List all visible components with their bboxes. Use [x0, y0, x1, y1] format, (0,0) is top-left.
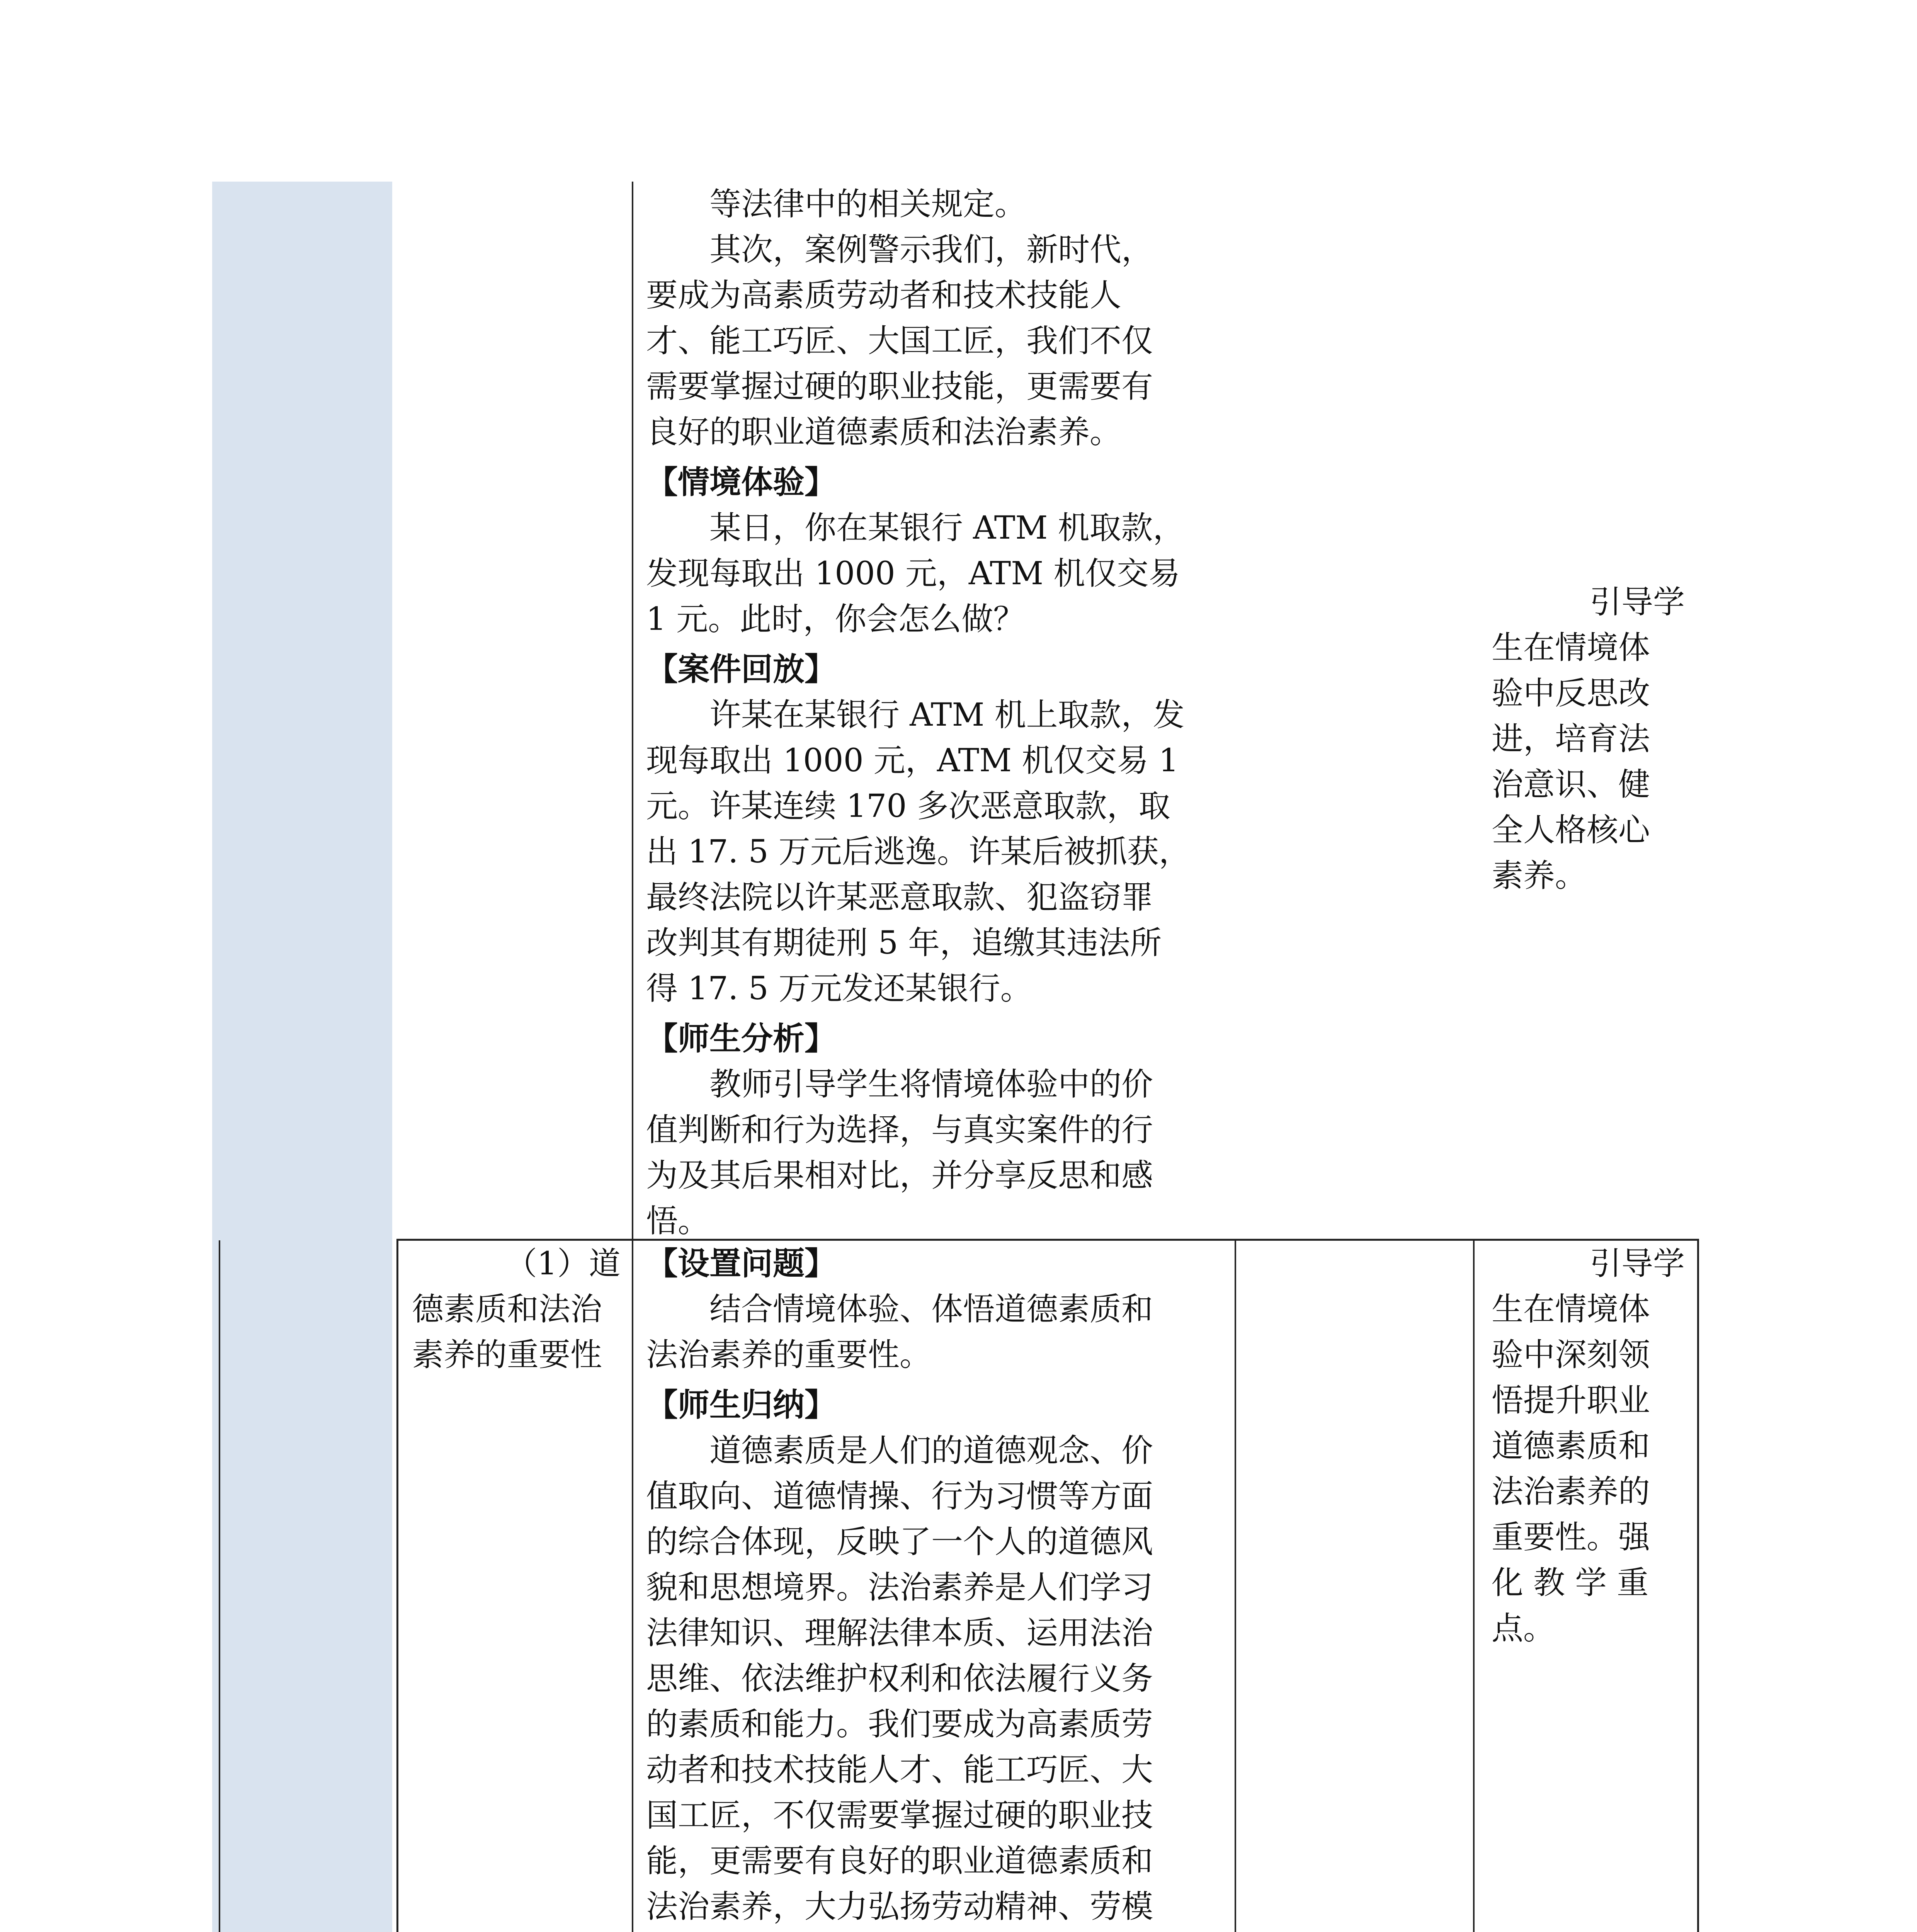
text-line: 最终法院以许某恶意取款、犯盗窃罪	[646, 879, 1153, 916]
text-line: 许某在某银行 ATM 机上取款，发	[709, 697, 1185, 733]
text-line: 验中深刻领	[1492, 1337, 1650, 1373]
text-line: 某日，你在某银行 ATM 机取款，	[709, 510, 1185, 546]
text-line: 生在情境体	[1492, 1291, 1650, 1328]
text-line: 等法律中的相关规定。	[709, 186, 1027, 223]
text-line: 值取向、道德情操、行为习惯等方面	[646, 1478, 1153, 1515]
text-line: 重要性。强	[1492, 1519, 1650, 1556]
text-line: 法治素养的	[1492, 1473, 1650, 1510]
text-line: 需要掌握过硬的职业技能，更需要有	[646, 368, 1153, 405]
topic-line: 德素质和法治	[412, 1291, 602, 1328]
text-line: 法治素养，大力弘扬劳动精神、劳模	[646, 1888, 1153, 1925]
text-line: 思维、依法维护权利和依法履行义务	[646, 1660, 1153, 1697]
continued-purpose-cell	[1492, 580, 1685, 899]
outer-left-border	[219, 1240, 220, 1932]
text-line: 点。	[1492, 1610, 1555, 1647]
text-line: 引导学	[1589, 584, 1685, 621]
text-line: 结合情境体验、体悟道德素质和	[709, 1291, 1153, 1328]
text-line: 改判其有期徒刑 5 年，追缴其违法所	[646, 925, 1162, 961]
text-line: 才、能工巧匠、大国工匠，我们不仅	[646, 323, 1153, 359]
text-line: 其次，案例警示我们，新时代，	[709, 231, 1153, 268]
outer-right-border	[1697, 1240, 1699, 1932]
text-line: 要成为高素质劳动者和技术技能人	[646, 277, 1122, 314]
section-title-summary: 【师生归纳】	[646, 1387, 837, 1423]
text-line: 为及其后果相对比，并分享反思和感	[646, 1157, 1153, 1194]
text-line: 元。许某连续 170 多次恶意取款，取	[646, 788, 1170, 825]
text-line: 值判断和行为选择，与真实案件的行	[646, 1112, 1153, 1148]
text-line: 的素质和能力。我们要成为高素质劳	[646, 1706, 1153, 1743]
text-line: 素养。	[1492, 857, 1587, 894]
text-line: 国工匠，不仅需要掌握过硬的职业技	[646, 1797, 1153, 1834]
text-line: 教师引导学生将情境体验中的价	[709, 1066, 1153, 1103]
text-line: 发现每取出 1000 元，ATM 机仅交易	[646, 555, 1180, 592]
row1-purpose-cell	[1492, 1241, 1685, 1651]
text-line: 悟提升职业	[1492, 1382, 1650, 1419]
text-line: 进，培育法	[1492, 721, 1650, 757]
topic-line: （1）道	[505, 1245, 621, 1282]
text-line: 化 教 学 重	[1492, 1565, 1649, 1601]
text-line: 道德素质是人们的道德观念、价	[709, 1432, 1153, 1469]
row1-content-cell	[646, 1241, 1226, 1932]
section-title-case: 【案件回放】	[646, 651, 837, 688]
text-line: 能，更需要有良好的职业道德素质和	[646, 1843, 1153, 1879]
shaded-column	[212, 182, 392, 1932]
student-column-right-border	[1473, 1240, 1475, 1932]
text-line: 验中反思改	[1492, 675, 1650, 712]
topic-line: 素养的重要性	[412, 1337, 602, 1373]
text-line: 全人格核心	[1492, 812, 1650, 849]
section-title-analysis: 【师生分析】	[646, 1020, 837, 1057]
text-line	[646, 1930, 1226, 1932]
text-line: 良好的职业道德素质和法治素养。	[646, 414, 1122, 451]
section-title-setup: 【设置问题】	[646, 1245, 837, 1282]
text-line: 治意识、健	[1492, 766, 1650, 803]
text-line: 得 17. 5 万元发还某银行。	[646, 970, 1032, 1007]
text-line: 现每取出 1000 元，ATM 机仅交易 1	[646, 742, 1179, 779]
text-line: 法律知识、理解法律本质、运用法治	[646, 1615, 1153, 1651]
continued-content-cell	[646, 182, 1226, 1244]
topic-column-right-border	[632, 182, 633, 1932]
topic-column-left-border	[396, 1240, 398, 1932]
text-line: 动者和技术技能人才、能工巧匠、大	[646, 1752, 1153, 1788]
text-line: 的综合体现，反映了一个人的道德风	[646, 1524, 1153, 1560]
text-line: 法治素养的重要性。	[646, 1337, 932, 1373]
text-line: 1 元。此时，你会怎么做？	[646, 601, 1025, 638]
text-line: 貌和思想境界。法治素养是人们学习	[646, 1569, 1153, 1606]
text-line: 道德素质和	[1492, 1428, 1650, 1464]
row1-topic-cell	[412, 1241, 621, 1378]
text-line: 生在情境体	[1492, 629, 1650, 666]
text-line: 出 17. 5 万元后逃逸。许某后被抓获，	[646, 833, 1191, 870]
text-line: 悟。	[646, 1203, 710, 1240]
section-title-scenario: 【情境体验】	[646, 464, 837, 501]
content-column-right-border	[1235, 1240, 1236, 1932]
text-line: 引导学	[1589, 1245, 1685, 1282]
